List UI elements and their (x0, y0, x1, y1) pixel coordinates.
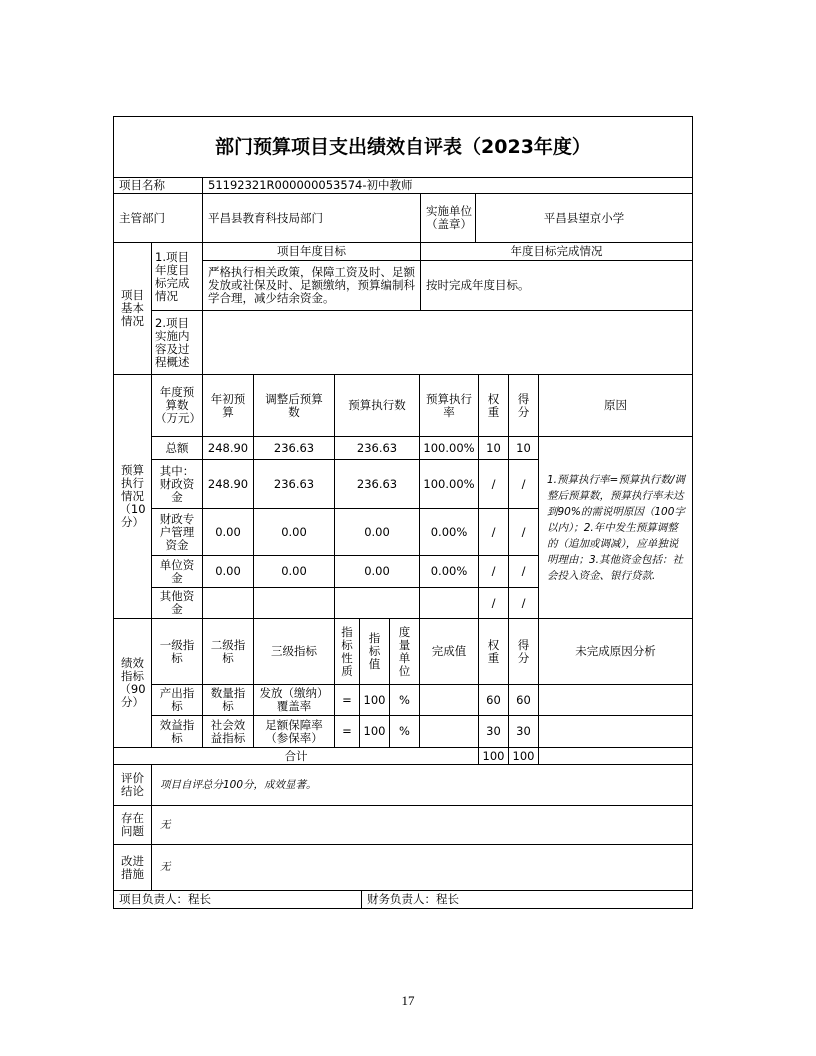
problems-label: 存在问题 (113, 805, 152, 845)
budget-row-initial: 248.90 (202, 459, 254, 509)
budget-row-score: / (508, 587, 539, 619)
ind-header-nature: 指标性质 (334, 618, 360, 685)
conclusion-label: 评价结论 (113, 764, 152, 806)
ind-header-level3: 三级指标 (253, 618, 335, 685)
ind-row-nature: = (334, 684, 360, 716)
ind-header-weight: 权重 (478, 618, 509, 685)
budget-row-name: 单位资金 (151, 555, 203, 588)
ind-row-analysis (538, 684, 693, 716)
table-title: 部门预算项目支出绩效自评表（2023年度） (113, 116, 693, 178)
measures-label: 改进措施 (113, 844, 152, 891)
budget-row-executed (334, 587, 420, 619)
goal-label: 1.项目年度目标完成情况 (151, 242, 203, 311)
goal-header: 项目年度目标 (202, 242, 421, 261)
budget-row-rate: 100.00% (419, 459, 479, 509)
budget-row-adjusted (253, 587, 335, 619)
problems-text: 无 (151, 805, 693, 845)
ind-row-value: 100 (359, 684, 390, 716)
finance-owner: 财务负责人：程长 (361, 890, 693, 909)
budget-row-initial: 0.00 (202, 508, 254, 556)
ind-row-weight: 60 (478, 684, 509, 716)
budget-row-name: 其中：财政资金 (151, 459, 203, 509)
ind-row-analysis (538, 715, 693, 748)
budget-row-weight: / (478, 508, 509, 556)
ind-row-completed (419, 684, 479, 716)
budget-row-adjusted: 236.63 (253, 436, 335, 460)
ind-row-level1: 效益指标 (151, 715, 203, 748)
ind-header-completed: 完成值 (419, 618, 479, 685)
ind-header-analysis: 未完成原因分析 (538, 618, 693, 685)
budget-row-adjusted: 236.63 (253, 459, 335, 509)
ind-row-level2: 社会效益指标 (202, 715, 254, 748)
budget-reason-note: 1.预算执行率=预算执行数/调整后预算数，预算执行率未达到90%的需说明原因（100字以内）；2.年中发生预算调整的（追加或调减），应单独说明理由；3.其他资金包括：社会投入资金、银行贷款. (538, 436, 693, 619)
ind-header-level2: 二级指标 (202, 618, 254, 685)
budget-row-weight: 10 (478, 436, 509, 460)
budget-row-name: 总额 (151, 436, 203, 460)
goal-text: 严格执行相关政策，保障工资及时、足额发放或社保及时、足额缴纳，预算编制科学合理，减少结余资金。 (202, 260, 421, 311)
total-weight: 100 (478, 747, 509, 765)
budget-row-executed: 0.00 (334, 555, 420, 588)
indicators-label: 绩效指标（90分） (113, 618, 152, 748)
conclusion-text: 项目自评总分100分，成效显著。 (151, 764, 693, 806)
budget-row-weight: / (478, 459, 509, 509)
impl-unit-label: 实施单位（盖章） (420, 193, 476, 243)
completion-text: 按时完成年度目标。 (420, 260, 693, 311)
dept-label: 主管部门 (113, 193, 203, 243)
ind-row-value: 100 (359, 715, 390, 748)
ind-header-score: 得分 (508, 618, 539, 685)
ind-row-unit: % (389, 715, 420, 748)
ind-header-value: 指标值 (359, 618, 390, 685)
budget-row-rate: 100.00% (419, 436, 479, 460)
ind-row-weight: 30 (478, 715, 509, 748)
budget-row-score: / (508, 555, 539, 588)
total-label: 合计 (113, 747, 479, 765)
process-label: 2.项目实施内容及过程概述 (151, 310, 203, 375)
budget-header-reason: 原因 (538, 374, 693, 437)
budget-row-executed: 236.63 (334, 459, 420, 509)
budget-row-executed: 236.63 (334, 436, 420, 460)
ind-row-level1: 产出指标 (151, 684, 203, 716)
page-number: 17 (401, 993, 415, 1008)
dept-value: 平昌县教育科技局部门 (202, 193, 421, 243)
project-name-label: 项目名称 (113, 177, 203, 194)
budget-header-executed: 预算执行数 (334, 374, 420, 437)
budget-row-adjusted: 0.00 (253, 508, 335, 556)
project-owner: 项目负责人：程长 (113, 890, 362, 909)
budget-header-rate: 预算执行率 (419, 374, 479, 437)
project-name-value: 51192321R000000053574-初中教师 (202, 177, 693, 194)
ind-row-level3: 足额保障率（参保率） (253, 715, 335, 748)
ind-row-level3: 发放（缴纳）覆盖率 (253, 684, 335, 716)
budget-header-weight: 权重 (478, 374, 509, 437)
budget-row-adjusted: 0.00 (253, 555, 335, 588)
budget-row-initial: 248.90 (202, 436, 254, 460)
budget-row-initial: 0.00 (202, 555, 254, 588)
budget-header-initial: 年初预算 (202, 374, 254, 437)
budget-row-weight: / (478, 587, 509, 619)
budget-header-score: 得分 (508, 374, 539, 437)
budget-header-adjusted: 调整后预算数 (253, 374, 335, 437)
ind-row-level2: 数量指标 (202, 684, 254, 716)
completion-header: 年度目标完成情况 (420, 242, 693, 261)
budget-header-item: 年度预算数（万元） (151, 374, 203, 437)
budget-row-name: 其他资金 (151, 587, 203, 619)
ind-header-level1: 一级指标 (151, 618, 203, 685)
budget-row-score: 10 (508, 436, 539, 460)
total-score: 100 (508, 747, 539, 765)
budget-row-name: 财政专户管理资金 (151, 508, 203, 556)
ind-row-nature: = (334, 715, 360, 748)
total-blank (538, 747, 693, 765)
budget-row-score: / (508, 508, 539, 556)
ind-header-unit: 度量单位 (389, 618, 420, 685)
budget-row-rate: 0.00% (419, 508, 479, 556)
ind-row-score: 30 (508, 715, 539, 748)
ind-row-unit: % (389, 684, 420, 716)
budget-row-initial (202, 587, 254, 619)
budget-row-rate: 0.00% (419, 555, 479, 588)
process-text (202, 310, 693, 375)
ind-row-score: 60 (508, 684, 539, 716)
budget-row-weight: / (478, 555, 509, 588)
budget-row-score: / (508, 459, 539, 509)
ind-row-completed (419, 715, 479, 748)
basic-info-label: 项目基本情况 (113, 242, 152, 375)
measures-text: 无 (151, 844, 693, 891)
budget-execution-label: 预算执行情况（10分） (113, 374, 152, 619)
impl-unit-value: 平昌县望京小学 (475, 193, 693, 243)
performance-evaluation-table (113, 116, 693, 909)
budget-row-rate (419, 587, 479, 619)
budget-row-executed: 0.00 (334, 508, 420, 556)
